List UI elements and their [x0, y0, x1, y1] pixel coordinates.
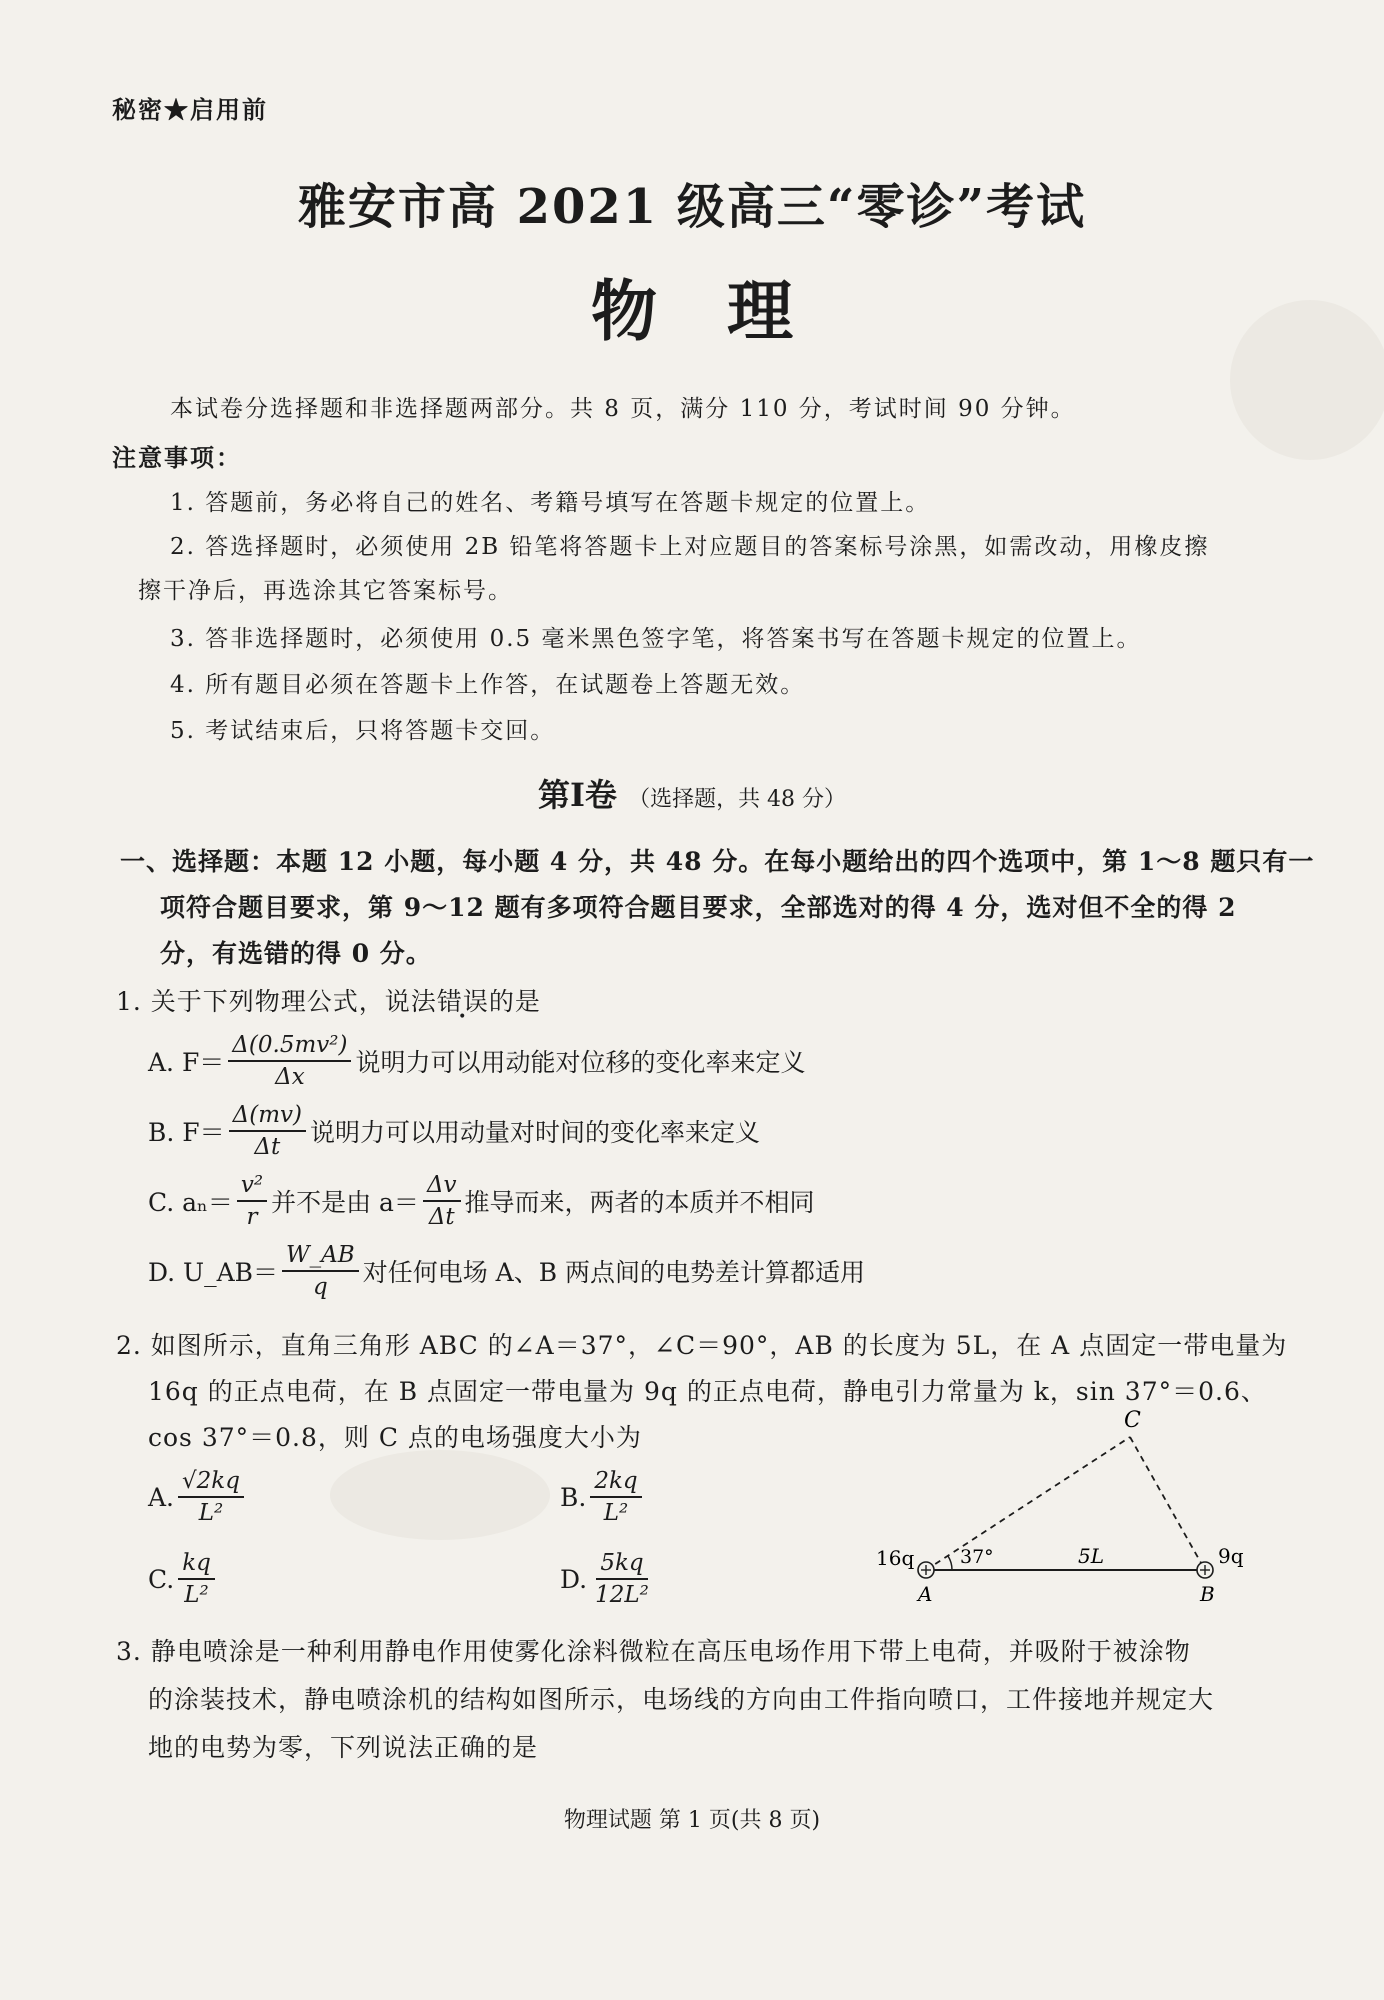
section-instructions: 分，有选错的得 0 分。 — [160, 939, 432, 968]
note-item: 1. 答题前，务必将自己的姓名、考籍号填写在答题卡规定的位置上。 — [170, 490, 931, 516]
formula-fraction — [178, 1466, 244, 1528]
formula-fraction — [178, 1548, 215, 1610]
denominator: q — [313, 1274, 328, 1300]
page-footer: 物理试题 第 1 页(共 8 页) — [563, 1808, 821, 1833]
volume-heading — [0, 770, 1384, 816]
volume-title: 第Ⅰ卷 — [537, 776, 617, 814]
q2-option-a[interactable] — [148, 1466, 248, 1528]
q1-option-d[interactable] — [148, 1240, 865, 1302]
option-text: 并不是由 a＝ — [271, 1188, 419, 1217]
exam-intro: 本试卷分选择题和非选择题两部分。共 8 页，满分 110 分，考试时间 90 分钟。 — [170, 396, 1076, 422]
option-label: D. U_AB＝ — [148, 1258, 279, 1287]
confidential-label: 秘密★启用前 — [112, 95, 268, 124]
triangle-figure — [860, 1405, 1260, 1605]
angle-label: 37° — [960, 1546, 994, 1568]
option-text: 推导而来，两者的本质并不相同 — [464, 1188, 815, 1217]
paper-stain — [330, 1450, 550, 1540]
numerator: Δ(mv) — [229, 1100, 306, 1132]
question-3-stem: 3. 静电喷涂是一种利用静电作用使雾化涂料微粒在高压电场作用下带上电荷，并吸附于被涂物 — [116, 1637, 1191, 1666]
q1-option-b[interactable] — [148, 1100, 760, 1162]
question-2-stem: cos 37°＝0.8，则 C 点的电场强度大小为 — [148, 1423, 642, 1452]
charge-a-label: 16q — [876, 1546, 915, 1570]
option-label: A. F＝ — [148, 1048, 225, 1077]
q2-option-b[interactable] — [560, 1466, 646, 1528]
formula-fraction — [282, 1240, 359, 1302]
denominator: L² — [198, 1500, 224, 1526]
denominator: Δt — [428, 1204, 455, 1230]
q1-option-c[interactable] — [148, 1170, 815, 1232]
q2-option-c[interactable] — [148, 1548, 219, 1610]
numerator: v² — [237, 1170, 267, 1202]
note-item: 2. 答选择题时，必须使用 2B 铅笔将答题卡上对应题目的答案标号涂黑，如需改动，用橡皮擦 — [170, 534, 1210, 560]
option-label: A. — [148, 1482, 175, 1512]
denominator: L² — [603, 1500, 629, 1526]
note-item: 5. 考试结束后，只将答题卡交回。 — [170, 718, 556, 744]
option-text: 对任何电场 A、B 两点间的电势差计算都适用 — [362, 1258, 866, 1287]
numerator: W_AB — [282, 1240, 359, 1272]
vertex-a-label: A — [918, 1582, 933, 1605]
volume-subtitle: （选择题，共 48 分） — [628, 787, 847, 812]
section-instructions: 项符合题目要求，第 9～12 题有多项符合题目要求，全部选对的得 4 分，选对但不全的得 2 — [160, 893, 1237, 922]
numerator: 5kq — [596, 1548, 647, 1580]
question-1-stem — [116, 982, 541, 1018]
formula-fraction — [228, 1030, 351, 1092]
formula-fraction — [237, 1170, 267, 1232]
denominator: Δx — [275, 1064, 305, 1090]
option-label: C. aₙ＝ — [148, 1188, 233, 1217]
option-label: C. — [148, 1564, 175, 1594]
vertex-c-label: C — [1124, 1408, 1141, 1433]
question-2-stem: 16q 的正点电荷，在 B 点固定一带电量为 9q 的正点电荷，静电引力常量为 k，sin 37°＝0.6、 — [148, 1377, 1267, 1406]
numerator: Δ(0.5mv²) — [228, 1030, 351, 1062]
option-text: 说明力可以用动能对位移的变化率来定义 — [355, 1048, 806, 1077]
q1-option-a[interactable] — [148, 1030, 805, 1092]
formula-fraction — [591, 1548, 653, 1610]
denominator: L² — [184, 1582, 209, 1608]
question-2-stem: 2. 如图所示，直角三角形 ABC 的∠A＝37°，∠C＝90°，AB 的长度为 5L，在 A 点固定一带电量为 — [116, 1331, 1288, 1360]
note-item-continuation: 擦干净后，再选涂其它答案标号。 — [138, 578, 513, 604]
stem-text: 的是 — [488, 987, 541, 1016]
denominator: Δt — [254, 1134, 281, 1160]
angle-arc — [948, 1556, 952, 1570]
notes-heading: 注意事项： — [112, 443, 242, 472]
option-label: B. F＝ — [148, 1118, 225, 1147]
formula-fraction — [590, 1466, 641, 1528]
exam-title: 雅安市高 2021 级高三“零诊”考试 — [297, 179, 1087, 235]
numerator: Δv — [423, 1170, 461, 1202]
formula-fraction — [423, 1170, 461, 1232]
formula-fraction — [229, 1100, 306, 1162]
subject-title: 物理 — [591, 272, 863, 350]
segment-bc — [1130, 1437, 1205, 1570]
option-text: 说明力可以用动量对时间的变化率来定义 — [309, 1118, 760, 1147]
denominator: r — [246, 1204, 258, 1230]
note-item: 3. 答非选择题时，必须使用 0.5 毫米黑色签字笔，将答案书写在答题卡规定的位置上。 — [170, 626, 1142, 652]
option-label: B. — [560, 1482, 587, 1512]
numerator: √2kq — [178, 1466, 244, 1498]
section-instructions: 一、选择题：本题 12 小题，每小题 4 分，共 48 分。在每小题给出的四个选项中，第 1～8 题只有一 — [120, 847, 1315, 876]
question-3-stem: 地的电势为零，下列说法正确的是 — [148, 1733, 539, 1762]
stem-text: 1. 关于下列物理公式，说法 — [116, 987, 437, 1016]
emphasis-mark: 错误 — [436, 987, 489, 1016]
numerator: kq — [178, 1548, 215, 1580]
question-3-stem: 的涂装技术，静电喷涂机的结构如图所示，电场线的方向由工件指向喷口，工件接地并规定大 — [148, 1685, 1215, 1714]
option-label: D. — [560, 1564, 588, 1594]
note-item: 4. 所有题目必须在答题卡上作答，在试题卷上答题无效。 — [170, 672, 806, 698]
length-label: 5L — [1078, 1544, 1105, 1568]
numerator: 2kq — [590, 1466, 641, 1498]
charge-b-label: 9q — [1218, 1544, 1244, 1568]
q2-option-d[interactable] — [560, 1548, 657, 1610]
denominator: 12L² — [595, 1582, 649, 1608]
vertex-b-label: B — [1200, 1582, 1215, 1605]
